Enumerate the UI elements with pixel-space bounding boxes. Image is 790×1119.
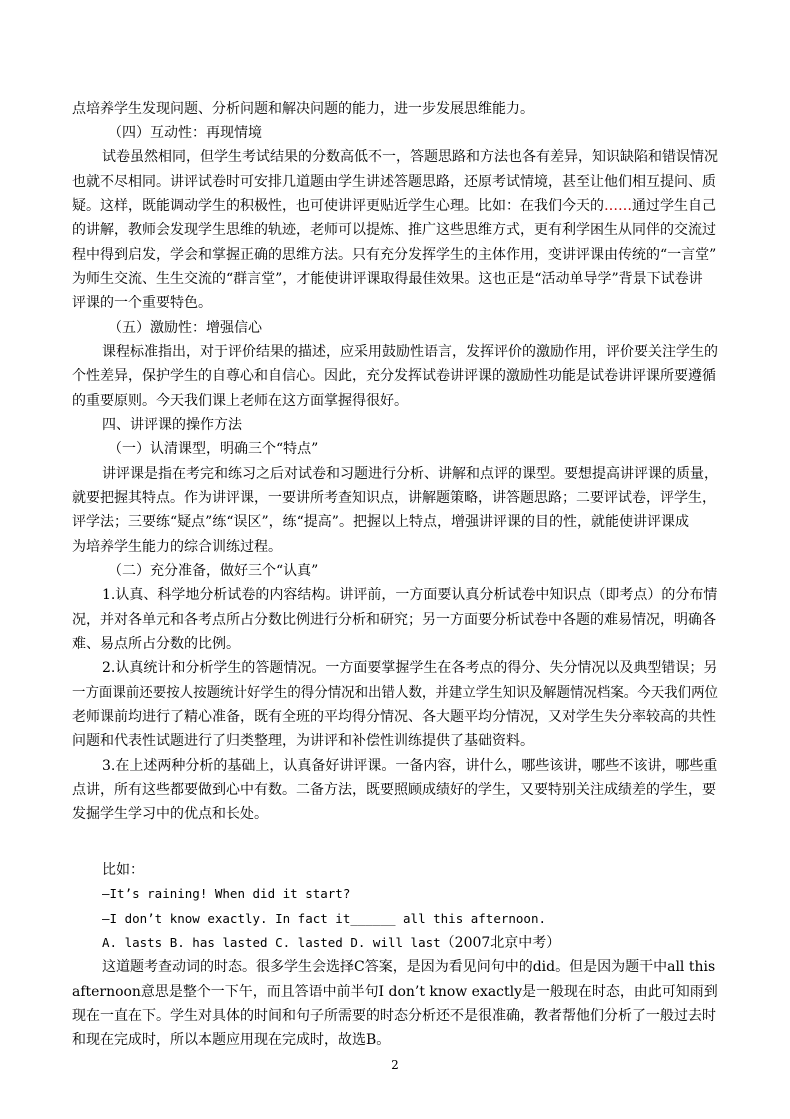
paragraph-line: 难、易点所占分数的比例。 bbox=[72, 636, 240, 652]
paragraph-line: 问题和代表性试题进行了归类整理，为讲评和补偿性训练提供了基础资料。 bbox=[72, 733, 534, 749]
example-answer-line: —I don’t know exactly. In fact it______ all this afternoon. bbox=[102, 911, 547, 926]
example-source: （2007北京中考） bbox=[440, 935, 561, 951]
paragraph-line: 点培养学生发现问题、分析问题和解决问题的能力，进一步发展思维能力。 bbox=[72, 101, 534, 117]
paragraph-line: 的讲解，教师会发现学生思维的轨迹，老师可以提炼、推广这些思维方式，更有利学困生从同伴的交流过 bbox=[72, 222, 716, 238]
section-heading: 四、讲评课的操作方法 bbox=[102, 417, 242, 433]
paragraph-line: 程中得到启发，学会和掌握正确的思维方法。只有充分发挥学生的主体作用，变讲评课由传统的“一言堂” bbox=[72, 247, 717, 263]
example-question-line: —It’s raining! When did it start? bbox=[102, 886, 351, 901]
paragraph-line: 这道题考查动词的时态。很多学生会选择C答案，是因为看见问句中的did。但是因为题干中all this bbox=[102, 959, 716, 975]
paragraph-line: 2.认真统计和分析学生的答题情况。一方面要掌握学生在各考点的得分、失分情况以及典型错误；另 bbox=[102, 660, 718, 676]
paragraph-line: 一方面课前还要按人按题统计好学生的得分情况和出错人数，并建立学生知识及解题情况档案。今天我们两位 bbox=[72, 685, 718, 701]
paragraph-line: 和现在完成时，所以本题应用现在完成时，故选B。 bbox=[72, 1032, 391, 1048]
paragraph-line: 课程标准指出，对于评价结果的描述，应采用鼓励性语言，发挥评价的激励作用，评价要关注学生的 bbox=[102, 344, 718, 360]
red-ellipsis: …… bbox=[604, 198, 632, 214]
paragraph-line: 评学法；三要练“疑点”练“误区”，练“提高”。把握以上特点，增强讲评课的目的性，就能使讲评课成 bbox=[72, 514, 689, 530]
paragraph-line: 试卷虽然相同，但学生考试结果的分数高低不一，答题思路和方法也各有差异，知识缺陷和错误情况 bbox=[102, 149, 718, 165]
section-heading: （二）充分准备，做好三个“认真” bbox=[108, 563, 319, 579]
paragraph-line: 评课的一个重要特色。 bbox=[72, 295, 212, 311]
paragraph-line: afternoon意思是整个一下午，而且答语中前半句I don’t know exactly是一般现在时态，由此可知雨到 bbox=[72, 984, 718, 1000]
paragraph-line: 况，并对各单元和各考点所占分数比例进行分析和研究；另一方面要分析试卷中各题的难易情况，明确各 bbox=[72, 612, 716, 628]
example-label: 比如： bbox=[102, 862, 144, 878]
example-options: A. lasts B. has lasted C. lasted D. will last bbox=[102, 935, 441, 950]
paragraph-text: 疑。这样，既能调动学生的积极性，也可使讲评更贴近学生心理。比如：在我们今天的 bbox=[72, 198, 604, 214]
paragraph-line: 1.认真、科学地分析试卷的内容结构。讲评前，一方面要认真分析试卷中知识点（即考点）的分布情 bbox=[102, 587, 718, 603]
paragraph-line: 点讲，所有这些都要做到心中有数。二备方法，既要照顾成绩好的学生，又要特别关注成绩差的学生，要 bbox=[72, 782, 716, 798]
paragraph-line: 也就不尽相同。讲评试卷时可安排几道题由学生讲述答题思路，还原考试情境，甚至让他们相互提问、质 bbox=[72, 174, 716, 190]
paragraph-line: 的重要原则。今天我们课上老师在这方面掌握得很好。 bbox=[72, 393, 408, 409]
section-heading: （五）激励性：增强信心 bbox=[108, 320, 262, 336]
paragraph-line: 老师课前均进行了精心准备，既有全班的平均得分情况、各大题平均分情况，又对学生失分率较高的共性 bbox=[72, 709, 716, 725]
paragraph-line: 就要把握其特点。作为讲评课，一要讲所考查知识点，讲解题策略，讲答题思路；二要评试卷，评学生， bbox=[72, 490, 716, 506]
section-heading: （一）认清课型，明确三个“特点” bbox=[108, 441, 319, 457]
page-number: 2 bbox=[391, 1058, 399, 1072]
paragraph-text: 通过学生自己 bbox=[632, 198, 716, 214]
paragraph-line: 为师生交流、生生交流的“群言堂”，才能使讲评课取得最佳效果。这也正是“活动单导学”背景下试卷讲 bbox=[72, 271, 703, 287]
example-options-line bbox=[102, 933, 560, 953]
paragraph-line: 3.在上述两种分析的基础上，认真备好讲评课。一备内容，讲什么，哪些该讲，哪些不该讲，哪些重 bbox=[102, 758, 718, 774]
paragraph-line: 发掘学生学习中的优点和长处。 bbox=[72, 806, 268, 822]
paragraph-line: 讲评课是指在考完和练习之后对试卷和习题进行分析、讲解和点评的课型。要想提高讲评课的质量， bbox=[102, 466, 718, 482]
paragraph-line bbox=[72, 196, 716, 216]
paragraph-line: 个性差异，保护学生的自尊心和自信心。因此，充分发挥试卷讲评课的激励性功能是试卷讲评课所要遵循 bbox=[72, 368, 716, 384]
paragraph-line: 为培养学生能力的综合训练过程。 bbox=[72, 539, 282, 555]
paragraph-line: 现在一直在下。学生对具体的时间和句子所需要的时态分析还不是很准确，教者帮他们分析了一般过去时 bbox=[72, 1008, 716, 1024]
section-heading: （四）互动性：再现情境 bbox=[108, 125, 262, 141]
